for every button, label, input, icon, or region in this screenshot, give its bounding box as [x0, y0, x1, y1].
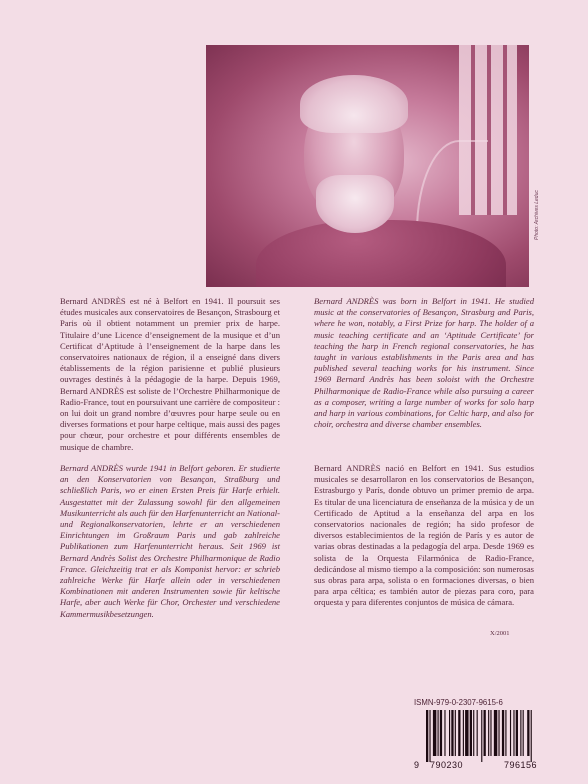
barcode-bar — [463, 710, 464, 756]
barcode-bar — [523, 710, 524, 756]
barcode-bar — [465, 710, 468, 756]
bio-german: Bernard ANDRÈS wurde 1941 in Belfort geboren. Er studierte an den Konservatorien von Besançon, Straßburg und schließlich Paris, wo er einen Ersten Preis für Harfe erhielt. Ausgestattet mit der Zulassung sowohl für den allgemeinen Musikunterricht als auch für den Harfenunterricht an National- und Regionalkonservatorien, lehrte er an verschiedenen Einrichtungen im Großraum Paris und gab zahlreiche Publikationen zum Harfenunterricht heraus. Seit 1969 ist Bernard Andrès Solist des Orchestre Philharmonique de Radio France. Gleichzeitig trat er als Komponist hervor: er schrieb zahlreiche Werke für Harfe allein oder in verschiedenen Kombinationen mit anderen Instrumenten sowie für keltische Harfe, aber auch Werke für Chor, Orchester und verschiedene Kammermusikbesetzungen. — [60, 463, 280, 619]
barcode-bar — [449, 710, 450, 756]
ismn-number: ISMN-979-0-2307-9615-6 — [414, 698, 503, 707]
barcode-bar — [498, 710, 499, 756]
barcode-bar — [477, 710, 478, 756]
barcode-bar — [473, 710, 474, 756]
portrait-photo — [206, 45, 529, 287]
barcode-bar — [490, 710, 491, 756]
bio-spanish: Bernard ANDRÈS nació en Belfort en 1941. Sus estudios musicales se desarrollaron en los conservatorios de Besançon, Estrasburgo y París, donde obtuvo un primer premio de arpa. Es titular de una licenciatura de enseñanza de la música y de un Certificado de Aptitud a la enseñanza del arpa en los conservatorios nacionales de región; ha sido profesor de diversos establecimientos de la región de París y es autor de varias obras destinadas a la pedagogía del arpa. Desde 1969 es solista de la Orquesta Filarmónica de Radio-France, dedicándose al mismo tiempo a la composición: son numerosas sus obras para arpa, solista o en formaciones diversas, o bien para arpa céltica; es también autor de piezas para coro, para orquesta y para diferentes conjuntos de música de cámara. — [314, 463, 534, 608]
barcode-bar — [520, 710, 521, 756]
barcode-bar — [444, 710, 445, 756]
barcode-bar — [502, 710, 504, 756]
barcode-bar — [458, 710, 460, 756]
barcode-bar — [488, 710, 489, 756]
barcode-bar — [470, 710, 472, 756]
barcode-bar — [494, 710, 497, 756]
barcode-right-digits: 796156 — [504, 760, 538, 770]
barcode-bar — [484, 710, 486, 756]
barcode-bar — [455, 710, 456, 756]
barcode-bar — [433, 710, 436, 756]
bio-english: Bernard ANDRÈS was born in Belfort in 1941. He studied music at the conservatories of Besançon, Strasburg and Paris, where he won, notably, a First Prize for harp. The holder of a music teaching certificate and an ‘Aptitude Certificate’ for teaching the harp in French regional conservatories, he has taught in various establishments in the Paris area and has published several teaching works for his instrument. Since 1969 Bernard Andrès has been soloist with the Orchestre Philharmonique de Radio-France while also pursuing a career as a composer, writing a large number of works for solo harp and harp in various combinations, for Celtic harp, and also for choir, orchestra and diverse chamber ensembles. — [314, 296, 534, 430]
portrait-beard — [316, 175, 394, 233]
barcode-bar — [510, 710, 511, 756]
barcode-left-digits: 790230 — [430, 760, 464, 770]
bio-french: Bernard ANDRÈS est né à Belfort en 1941. Il poursuit ses études musicales aux conservatoires de Besançon, Strasbourg et Paris où il obtient notamment un premier prix de harpe. Titulaire d’une Licence d’enseignement de la musique et d’un Certificat d’Aptitude à l’enseignement de la harpe dans les conservatoires nationaux de région, il a enseigné dans divers établissements de la région parisienne et publié plusieurs ouvrages destinés à la pédagogie de la harpe. Depuis 1969, Bernard ANDRÈS est soliste de l’Orchestre Philharmonique de Radio-France, tout en poursuivant une carrière de compositeur : on lui doit un grand nombre d’œuvres pour harpe seule ou en diverses formations et pour harpe celtique, mais aussi des pages pour chœur, pour orchestre et pour différents ensembles de musique de chambre. — [60, 296, 280, 452]
barcode-bar — [531, 710, 532, 762]
barcode-bars — [414, 710, 576, 762]
photo-credit: Photo: Archives Leduc — [534, 190, 540, 240]
barcode-bar — [451, 710, 453, 756]
barcode-bar — [440, 710, 442, 756]
barcode-bar — [426, 710, 428, 762]
portrait-hair — [300, 75, 408, 133]
barcode-bar — [481, 710, 482, 762]
barcode-bar — [513, 710, 514, 756]
barcode-bar — [438, 710, 439, 756]
barcode-bar — [505, 710, 506, 756]
barcode-bar — [516, 710, 518, 756]
date-code: X/2001 — [490, 630, 510, 637]
barcode-bar — [527, 710, 529, 756]
barcode-lead-digit: 9 — [414, 760, 420, 770]
barcode-bar — [429, 710, 430, 762]
